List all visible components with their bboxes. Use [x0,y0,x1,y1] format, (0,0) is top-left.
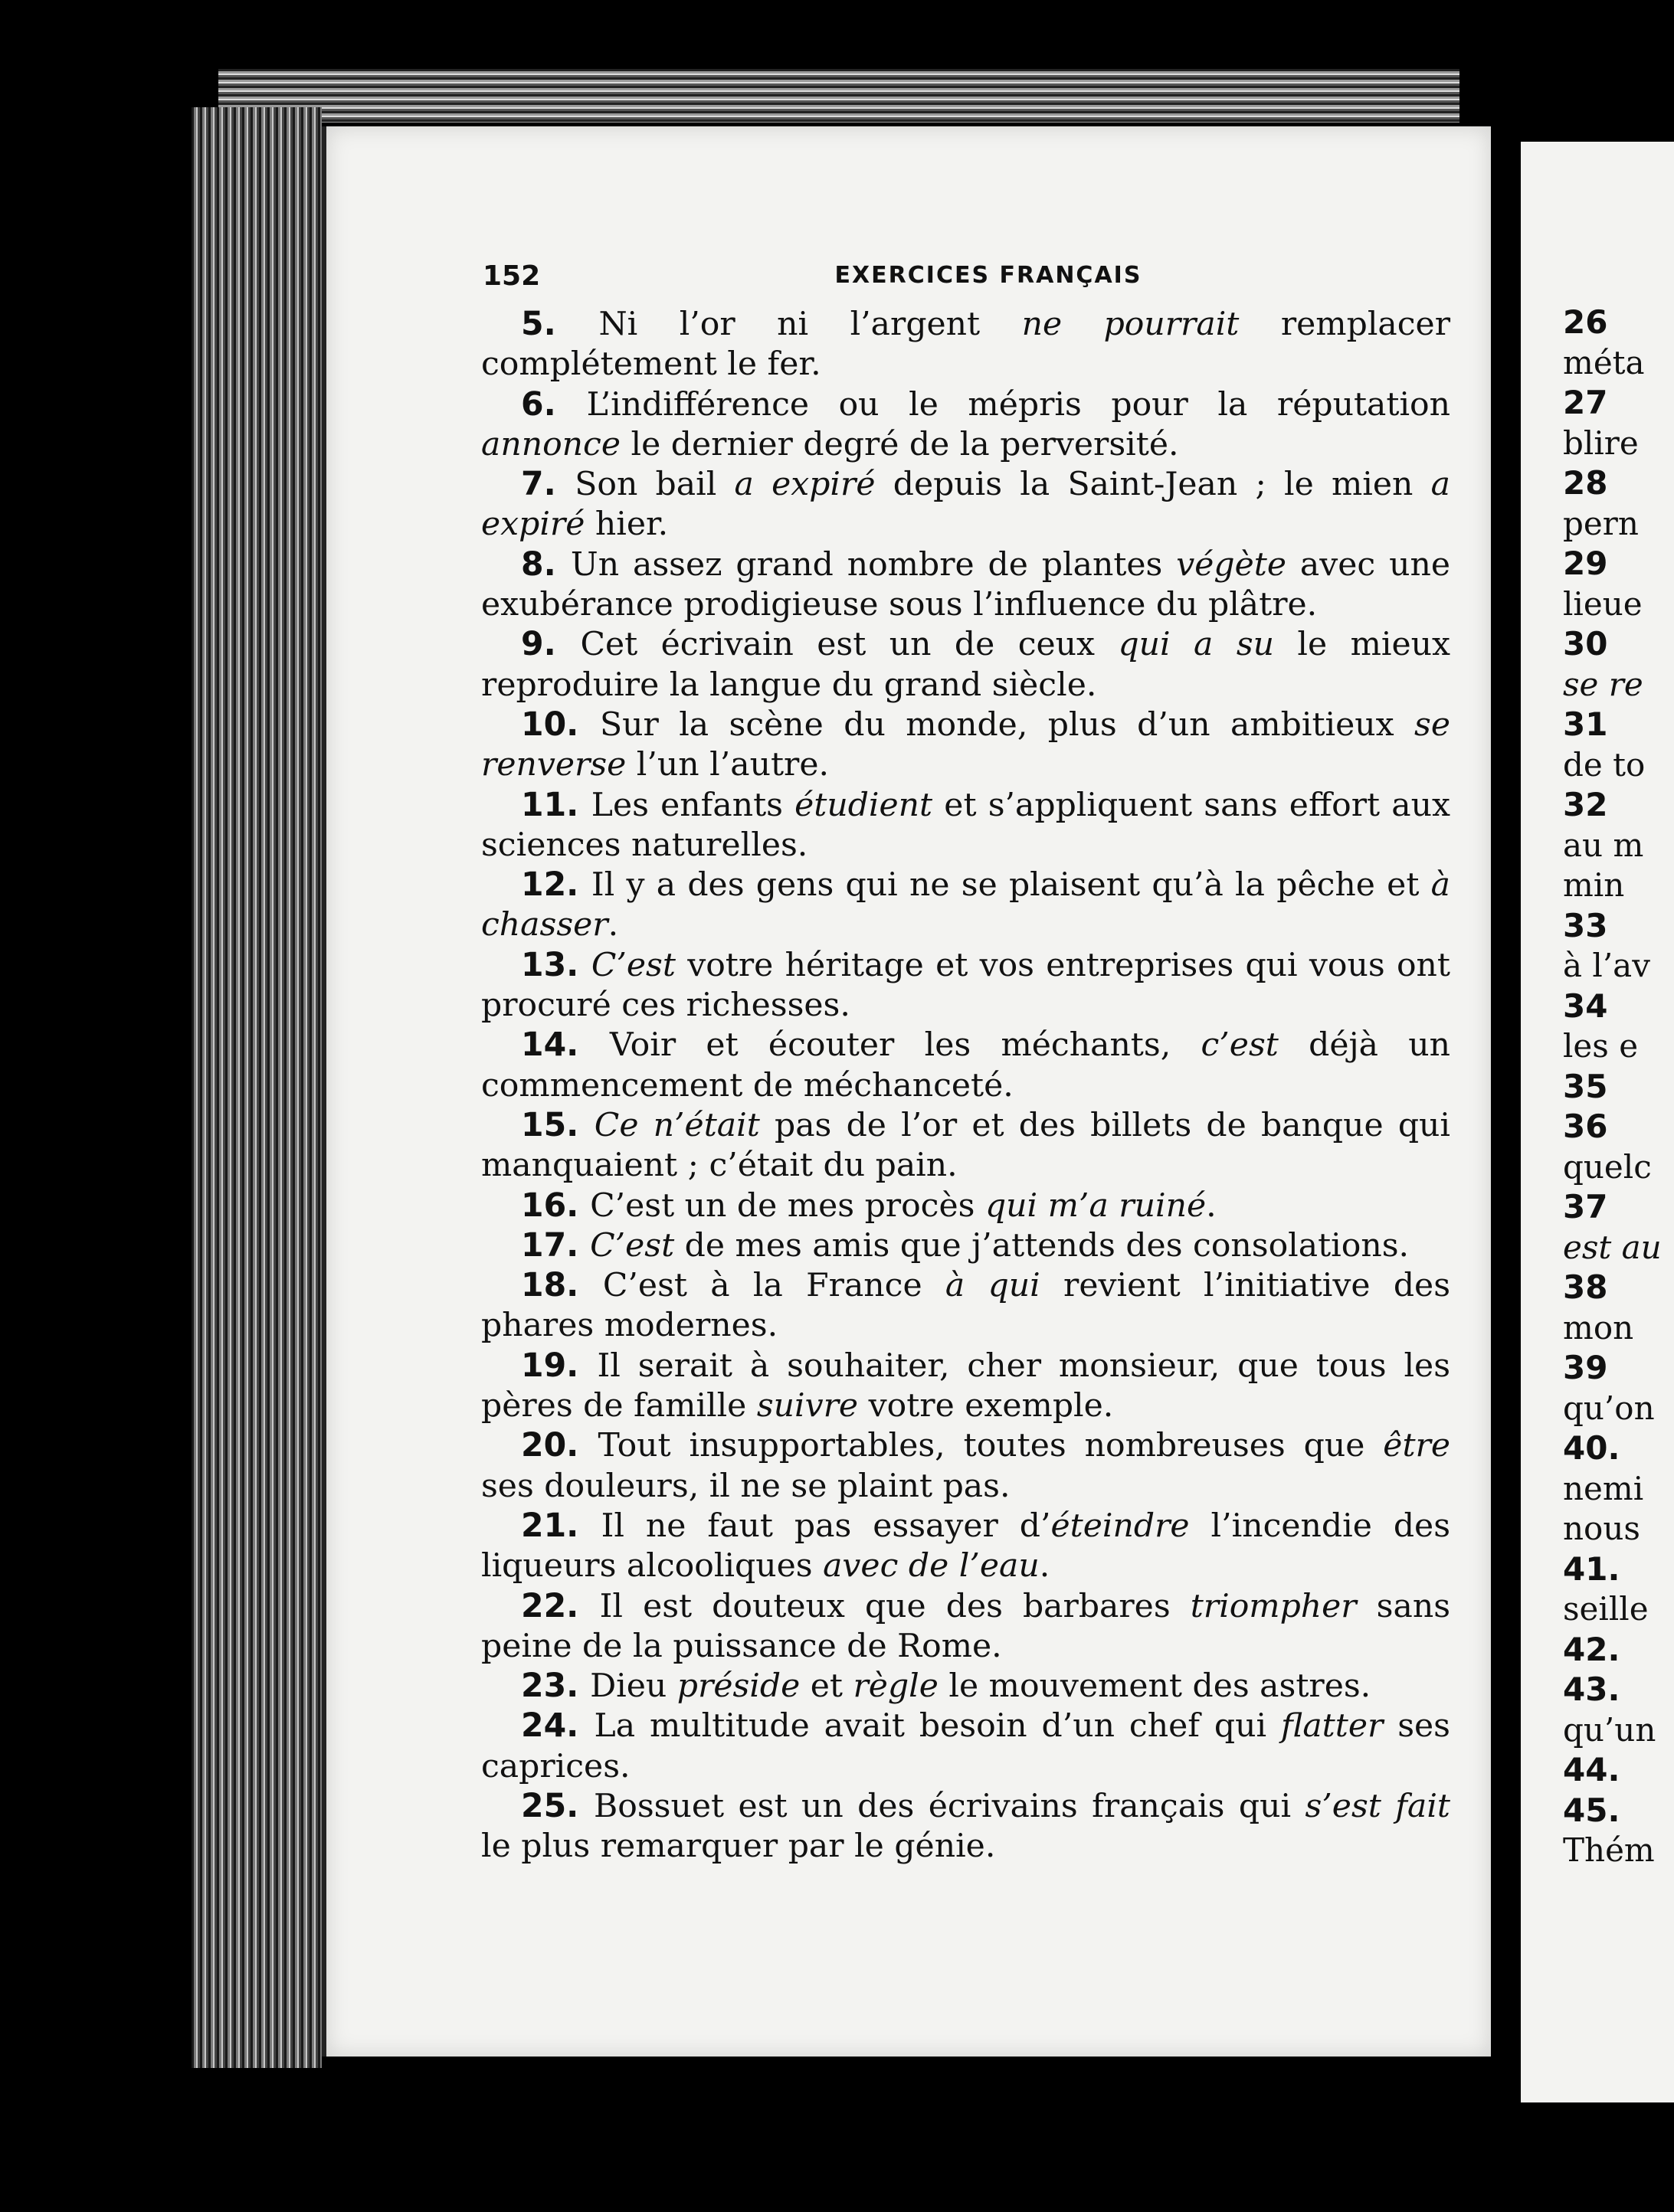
facing-page-line: blire [1563,424,1639,462]
page-stack-top-edge [218,69,1459,123]
facing-page-line: seille [1563,1590,1649,1628]
facing-page-line: 38 [1563,1268,1608,1306]
facing-page-line: se re [1563,665,1643,703]
exercise-item [481,946,1450,1026]
exercise-item [481,1587,1450,1667]
exercise-text: le mouvement des astres. [938,1667,1371,1706]
facing-page-line: est au [1563,1228,1662,1266]
facing-page-line: 27 [1563,384,1608,421]
exercise-number: 6. [521,385,587,424]
exercise-text: Tout insupportables, toutes nombreuses que [598,1427,1384,1465]
exercise-number: 22. [521,1587,600,1625]
exercise-number: 5. [521,306,599,343]
facing-page-line: à l’av [1563,947,1650,984]
exercise-text: votre exemple. [858,1387,1114,1425]
facing-page-line: de to [1563,745,1646,784]
exercise-text: ses douleurs, il ne se plaint pas. [481,1467,1011,1505]
exercise-italic-phrase: être [1383,1427,1450,1465]
exercise-item [481,465,1450,545]
facing-page-line: nemi [1563,1469,1644,1507]
facing-page-line: mon [1563,1308,1634,1347]
exercise-number: 15. [521,1106,595,1144]
facing-page-line: 26 [1563,303,1608,341]
exercise-italic-phrase: ne pourrait [1021,306,1240,343]
facing-page-line: 45. [1563,1791,1620,1829]
exercise-italic-phrase: éteindre [1050,1507,1190,1545]
exercise-item [481,1266,1450,1347]
exercise-number: 13. [521,946,591,984]
exercise-text: C’est un de mes procès [590,1186,985,1225]
exercise-italic-phrase: avec de l’eau [823,1547,1040,1585]
exercise-item [481,705,1450,786]
exercise-italic-phrase: suivre [756,1387,859,1425]
exercise-italic-phrase: Ce n’était [594,1106,760,1144]
exercise-item [481,545,1450,626]
exercise-text: pas de l’or et des billets de banque qui manquaient ; c’était du pain. [481,1106,1450,1185]
exercise-text: Dieu [590,1667,677,1706]
exercise-italic-phrase: végète [1176,545,1287,584]
exercise-number: 7. [521,466,575,504]
exercise-italic-phrase: triompher [1190,1587,1357,1625]
exercise-item [481,1026,1450,1106]
exercise-item [481,385,1450,466]
exercise-item [481,1347,1450,1427]
exercise-italic-phrase: c’est [1201,1026,1279,1065]
exercise-italic-phrase: qui a su [1118,626,1274,664]
exercise-text: déjà un commencement de méchanceté. [481,1026,1451,1104]
exercise-italic-phrase: C’est [590,1226,675,1265]
exercise-item [481,625,1450,705]
facing-page-line: 43. [1563,1670,1620,1708]
exercise-text: hier. [585,506,669,544]
exercise-number: 16. [521,1186,591,1225]
exercise-text: remplacer complétement le fer. [481,306,1451,384]
facing-page-line: lieue [1563,584,1643,623]
facing-page-line: 40. [1563,1429,1620,1467]
exercise-text: Un assez grand nombre de plantes [570,545,1177,584]
exercise-text: le dernier degré de la perversité. [621,425,1179,463]
exercise-italic-phrase: a expiré [481,466,1451,544]
exercise-text: l’un l’autre. [626,746,830,784]
exercise-number: 19. [521,1347,598,1385]
running-title: EXERCICES FRANÇAIS [834,262,1142,289]
exercise-text: . [1206,1186,1217,1225]
exercise-number: 10. [521,705,600,744]
exercise-item [481,1507,1450,1587]
exercise-italic-phrase: C’est [591,946,676,984]
exercise-italic-phrase: à qui [945,1267,1040,1305]
exercise-text: de mes amis que j’attends des consolations. [674,1226,1410,1265]
exercise-item [481,1186,1450,1226]
exercise-text: Sur la scène du monde, plus d’un ambitieux [599,705,1415,744]
facing-page-line: 37 [1563,1188,1608,1225]
exercise-list [481,305,1450,1867]
exercise-text: votre héritage et vos entreprises qui vous ont procuré ces richesses. [481,946,1450,1025]
page-stack-left-edge [192,107,322,2068]
facing-page-line: 39 [1563,1349,1608,1386]
facing-page-line: Thém [1563,1831,1655,1869]
facing-page-line: pern [1563,504,1639,542]
exercise-italic-phrase: étudient [794,786,933,824]
exercise-number: 23. [521,1667,591,1706]
facing-page-line: 30 [1563,625,1608,663]
facing-page-line: 35 [1563,1067,1608,1105]
facing-page-line: 41. [1563,1549,1620,1588]
exercise-text: avec une exubérance prodigieuse sous l’influence du plâtre. [481,545,1451,624]
facing-page-line: méta [1563,343,1645,381]
exercise-text: l’incendie des liqueurs alcooliques [481,1507,1451,1585]
exercise-text: Il serait à souhaiter, cher monsieur, que tous les pères de famille [481,1347,1450,1425]
facing-page-line: 28 [1563,464,1608,502]
exercise-text: Son bail [575,466,735,504]
facing-page-line: qu’un [1563,1710,1656,1749]
exercise-item [481,1667,1450,1706]
exercise-number: 21. [521,1507,601,1545]
exercise-italic-phrase: à chasser [481,866,1451,944]
exercise-italic-phrase: qui m’a ruiné [984,1186,1207,1225]
facing-page-line: les e [1563,1027,1639,1065]
exercise-item [481,1106,1450,1186]
exercise-item [481,1426,1450,1507]
exercise-italic-phrase: préside [676,1667,801,1706]
exercise-text: L’indifférence ou le mépris pour la réputation [586,385,1450,424]
exercise-text: revient l’initiative des phares modernes. [481,1267,1451,1345]
exercise-item [481,305,1450,385]
exercise-number: 17. [521,1226,591,1265]
facing-page-line: nous [1563,1510,1640,1547]
exercise-text: ses caprices. [481,1707,1450,1785]
exercise-text: et [800,1667,853,1706]
exercise-text: Ni l’or ni l’argent [598,306,1022,343]
facing-page-line: 29 [1563,545,1608,582]
exercise-number: 11. [521,786,591,824]
exercise-text: . [608,906,619,944]
facing-page-line: quelc [1563,1147,1652,1186]
exercise-number: 8. [521,545,571,584]
exercise-text: Il ne faut pas essayer d’ [601,1507,1051,1545]
exercise-number: 9. [521,626,581,664]
exercise-italic-phrase: règle [853,1667,939,1706]
exercise-text: et s’appliquent sans effort aux sciences naturelles. [481,786,1450,864]
exercise-number: 24. [521,1707,595,1746]
exercise-text: C’est à la France [602,1267,945,1305]
exercise-italic-phrase: annonce [481,425,621,463]
exercise-italic-phrase: flatter [1280,1707,1384,1746]
facing-page-line: 31 [1563,705,1608,743]
exercise-text: le plus remarquer par le génie. [481,1828,996,1866]
exercise-text: La multitude avait besoin d’un chef qui [594,1707,1281,1746]
exercise-number: 20. [521,1427,598,1465]
exercise-number: 18. [521,1267,603,1305]
exercise-italic-phrase: a expiré [734,466,876,504]
facing-page-line: au m [1563,826,1644,864]
exercise-item [481,865,1450,946]
exercise-item [481,786,1450,866]
exercise-item [481,1706,1450,1787]
exercise-text: Bossuet est un des écrivains français qui [594,1787,1305,1825]
facing-page-line: 44. [1563,1751,1620,1788]
page-number: 152 [483,260,541,292]
facing-page-line: 33 [1563,906,1608,944]
exercise-item [481,1226,1450,1266]
facing-page-line: 34 [1563,987,1608,1025]
exercise-italic-phrase: s’est fait [1305,1787,1451,1825]
exercise-number: 12. [521,866,591,905]
exercise-text: Les enfants [591,786,795,824]
exercise-text: le mieux reproduire la langue du grand siècle. [481,626,1450,704]
facing-page-line: 36 [1563,1108,1608,1145]
exercise-italic-phrase: se renverse [481,705,1450,784]
facing-page-line: min [1563,866,1625,904]
exercise-text: depuis la Saint-Jean ; le mien [875,466,1431,504]
exercise-text: Il est douteux que des barbares [599,1587,1191,1625]
facing-page-line: 42. [1563,1630,1620,1668]
facing-page-text [1563,303,1662,1871]
facing-page-line: 32 [1563,786,1608,823]
exercise-text: Voir et écouter les méchants, [609,1026,1201,1065]
exercise-text: Cet écrivain est un de ceux [580,626,1119,664]
page-header [483,260,1440,299]
exercise-text: . [1039,1547,1050,1585]
exercise-number: 25. [521,1787,595,1825]
exercise-number: 14. [521,1026,610,1065]
exercise-text: sans peine de la puissance de Rome. [481,1587,1451,1665]
exercise-text: Il y a des gens qui ne se plaisent qu’à la pêche et [591,866,1431,905]
facing-page-line: qu’on [1563,1389,1655,1427]
exercise-item [481,1787,1450,1867]
